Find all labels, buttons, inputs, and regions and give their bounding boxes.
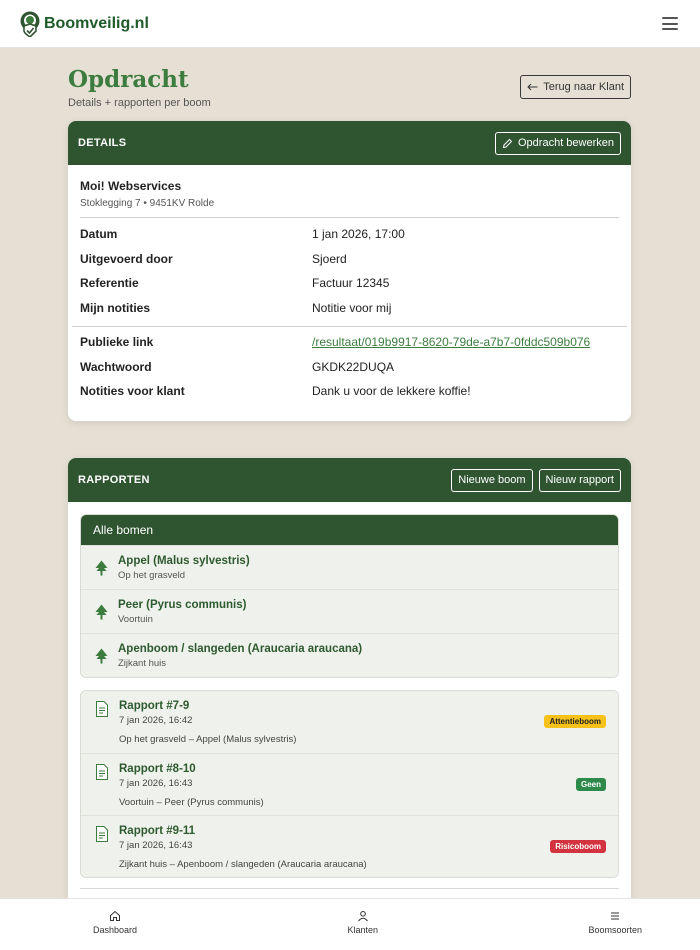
home-icon: [109, 910, 121, 922]
tree-icon: [95, 648, 108, 664]
report-date: 7 jan 2026, 16:43: [119, 778, 193, 789]
tree-location: Op het grasveld: [118, 569, 186, 581]
nav-klanten[interactable]: [347, 899, 378, 950]
list-item[interactable]: [81, 691, 618, 753]
field-label: Uitgevoerd door: [80, 251, 173, 266]
document-icon: [95, 701, 109, 717]
page-title: Opdracht: [68, 66, 189, 93]
new-report-button[interactable]: Nieuw rapport: [539, 469, 621, 492]
tree-icon: [95, 604, 108, 620]
field-label: Publieke link: [80, 335, 154, 350]
reports-header: [68, 458, 631, 502]
list-item[interactable]: [81, 545, 618, 589]
brand-name: Boomveilig.nl: [44, 14, 149, 32]
bottom-nav: [0, 898, 700, 950]
report-description: Voortuin – Peer (Pyrus communis): [119, 797, 264, 808]
field-label: Datum: [80, 227, 118, 242]
field-row: [68, 247, 631, 272]
field-row: [68, 271, 631, 296]
field-value: 1 jan 2026, 17:00: [312, 227, 405, 242]
list-item[interactable]: [81, 815, 618, 877]
new-tree-button[interactable]: Nieuwe boom: [451, 469, 532, 492]
nav-label: Dashboard: [93, 925, 138, 935]
pencil-icon: [502, 138, 513, 149]
list-item[interactable]: [81, 589, 618, 633]
reports-title: RAPPORTEN: [78, 474, 150, 486]
client-address: Stoklegging 7 • 9451KV Rolde: [80, 198, 215, 209]
brand-logo-link[interactable]: [18, 11, 149, 37]
tree-name: Apenboom / slangeden (Araucaria araucana): [118, 642, 363, 655]
details-header: [68, 121, 631, 165]
public-fields: [68, 327, 631, 404]
details-title: DETAILS: [78, 137, 127, 149]
report-description: Zijkant huis – Apenboom / slangeden (Araucaria araucana): [119, 859, 367, 870]
nav-label: Klanten: [347, 925, 379, 935]
public-link[interactable]: /resultaat/019b9917-8620-79de-a7b7-0fddc509b076: [312, 335, 591, 350]
tree-name: Peer (Pyrus communis): [118, 598, 247, 611]
assignment-fields: [68, 218, 631, 326]
list-item[interactable]: [81, 633, 618, 677]
report-date: 7 jan 2026, 16:43: [119, 840, 193, 851]
status-badge: Attentieboom: [544, 715, 606, 728]
arrow-left-icon: [527, 83, 538, 91]
password-value: GKDK22DUQA: [312, 359, 395, 374]
page-subtitle: Details + rapporten per boom: [68, 97, 211, 109]
reports-card: [68, 458, 631, 918]
tree-location: Voortuin: [118, 613, 153, 625]
report-date: 7 jan 2026, 16:42: [119, 715, 193, 726]
list-icon: [609, 910, 621, 922]
field-label: Referentie: [80, 276, 139, 291]
status-badge: Risicoboom: [550, 840, 606, 853]
field-value: Sjoerd: [312, 251, 347, 266]
top-bar: [0, 0, 700, 48]
page-header: [68, 66, 632, 109]
nav-label: Boomsoorten: [588, 925, 642, 935]
reports-list: [80, 690, 619, 878]
trees-list: [80, 514, 619, 678]
tree-icon: [95, 560, 108, 576]
trees-list-header: Alle bomen: [81, 515, 618, 545]
field-value: Factuur 12345: [312, 276, 390, 291]
client-info: [68, 165, 631, 209]
user-icon: [357, 910, 369, 922]
report-description: Op het grasveld – Appel (Malus sylvestris): [119, 734, 297, 745]
document-icon: [95, 764, 109, 780]
field-label: Mijn notities: [80, 300, 150, 315]
details-card: [68, 121, 631, 421]
nav-boomsoorten[interactable]: [588, 899, 642, 950]
field-row: [68, 379, 631, 404]
status-badge: Geen: [576, 778, 606, 791]
list-item[interactable]: [81, 753, 618, 815]
tree-location: Zijkant huis: [118, 657, 167, 669]
client-name: Moi! Webservices: [80, 179, 182, 193]
report-name: Rapport #7-9: [119, 700, 190, 712]
field-label: Notities voor klant: [80, 384, 185, 399]
client-notes-value: Dank u voor de lekkere koffie!: [312, 384, 471, 399]
report-name: Rapport #9-11: [119, 825, 196, 837]
document-icon: [95, 826, 109, 842]
field-value: Notitie voor mij: [312, 300, 392, 315]
tree-shield-icon: [18, 11, 42, 37]
nav-dashboard[interactable]: [93, 899, 137, 950]
edit-assignment-label: Opdracht bewerken: [518, 137, 614, 149]
back-button-label: Terug naar Klant: [543, 81, 624, 93]
back-to-client-button[interactable]: [520, 75, 631, 99]
field-row: [68, 355, 631, 380]
field-row: [68, 296, 631, 321]
divider: [80, 888, 619, 889]
field-label: Wachtwoord: [80, 359, 152, 374]
field-row: [68, 222, 631, 247]
hamburger-icon[interactable]: [662, 17, 678, 30]
tree-name: Appel (Malus sylvestris): [118, 554, 250, 567]
report-name: Rapport #8-10: [119, 763, 196, 775]
edit-assignment-button[interactable]: [495, 132, 621, 155]
field-row: [68, 330, 631, 355]
